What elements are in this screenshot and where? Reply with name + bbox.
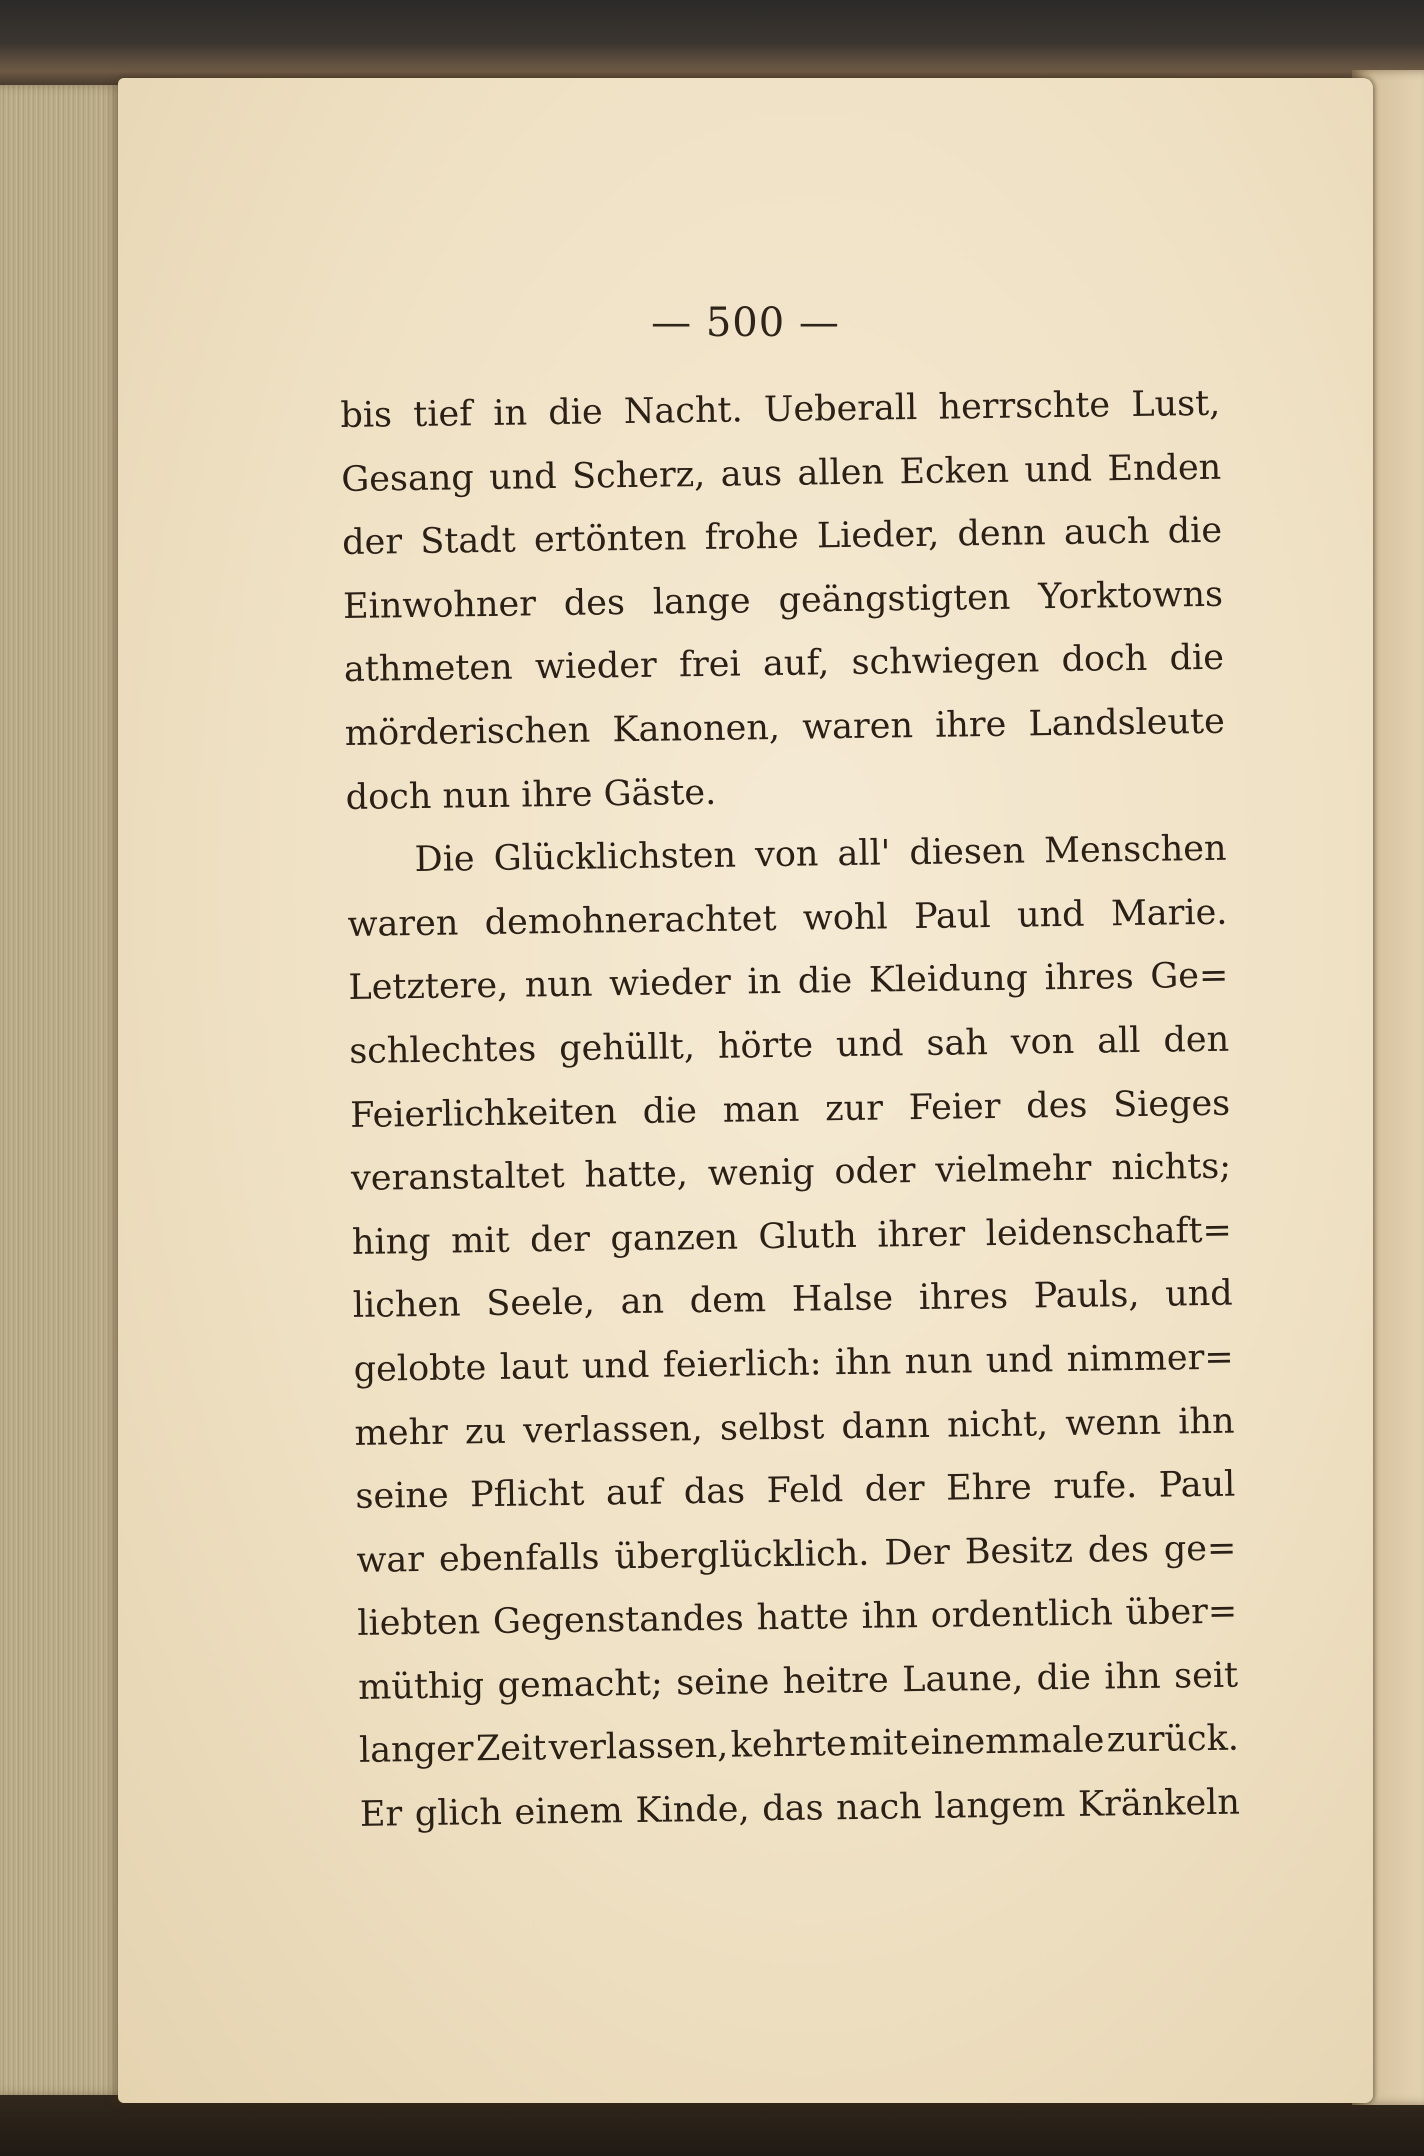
text-line: der Stadt ertönten frohe Lieder, denn auch die [341, 510, 1223, 564]
text-line: veranstaltet hatte, wenig oder vielmehr nichts; [350, 1146, 1232, 1200]
text-line: athmeten wieder frei auf, schwiegen doch die [343, 638, 1225, 691]
text-line: Die Glücklichsten von all' diesen Menschen [414, 828, 1227, 881]
text-line: liebten Gegenstandes hatte ihn ordentlich über= [357, 1591, 1238, 1645]
text-line: gelobte laut und feierlich: ihn nun und nimmer= [353, 1337, 1234, 1390]
text-line: Er glich einem Kinde, das nach langem Kränkeln [359, 1782, 1241, 1835]
text-line: doch nun ihre Gäste. [345, 772, 717, 818]
text-line: langer Zeit verlassen, kehrte mit einemmale zurück. [358, 1719, 1240, 1772]
text-line: bis tief in die Nacht. Ueberall herrschte Lust, [340, 383, 1221, 436]
page-text [340, 373, 1240, 1848]
page-number: — 500 — [651, 300, 840, 346]
text-line: Feierlichkeiten die man zur Feier des Sieges [349, 1083, 1231, 1136]
text-line: schlechtes gehüllt, hörte und sah von all den [349, 1019, 1230, 1072]
text-line: Einwohner des lange geängstigten Yorktowns [342, 574, 1224, 627]
text-line: müthig gemacht; seine heitre Laune, die ihn seit [357, 1655, 1239, 1708]
text-line: lichen Seele, an dem Halse ihres Pauls, und [352, 1273, 1233, 1327]
text-line: mörderischen Kanonen, waren ihre Landsleute [344, 701, 1226, 754]
text-line: Gesang und Scherz, aus allen Ecken und Enden [341, 447, 1222, 500]
text-line: Letztere, nun wieder in die Kleidung ihres Ge= [348, 956, 1229, 1009]
text-line: war ebenfalls überglücklich. Der Besitz des ge= [356, 1528, 1237, 1581]
text-line: mehr zu verlassen, selbst dann nicht, wenn ihn [354, 1401, 1235, 1454]
text-line: hing mit der ganzen Gluth ihrer leidenschaft= [351, 1210, 1233, 1263]
text-line: waren demohnerachtet wohl Paul und Marie. [347, 892, 1228, 945]
text-line: seine Pflicht auf das Feld der Ehre rufe. Paul [355, 1464, 1236, 1517]
